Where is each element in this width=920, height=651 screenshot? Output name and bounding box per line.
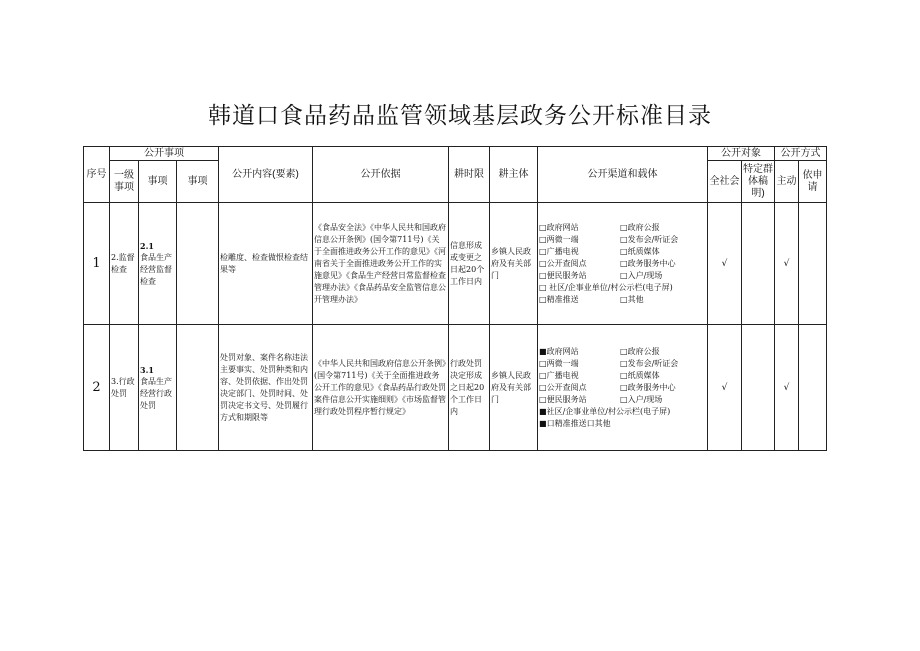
row-level2-text: 食品生产经营行政处罚 <box>140 376 172 410</box>
channel-item: ■政府网站 <box>539 346 579 356</box>
header-target-group: 公开对象 <box>708 147 775 161</box>
table-row <box>84 325 827 451</box>
channel-item: □政府网站 <box>539 222 579 232</box>
channel-item: □政府公报 <box>620 222 660 232</box>
row-level2 <box>139 325 177 451</box>
header-channel: 公开渠道和载体 <box>538 147 708 203</box>
row-level2-no: 2.1 <box>140 240 154 251</box>
table-row <box>84 203 827 325</box>
channel-item: □公开查阅点 <box>539 382 587 392</box>
channel-item: ■社区/企事业单位/村公示栏(电子屏) <box>539 406 671 416</box>
channel-item: ■口精准推送口其他 <box>539 418 611 428</box>
channel-row <box>539 406 706 418</box>
channel-item: □纸质媒体 <box>620 246 660 256</box>
header-method-group: 公开方式 <box>775 147 827 161</box>
header-level1: 一级事项 <box>110 161 139 203</box>
row-seq: 2 <box>84 325 110 451</box>
channel-item: □纸质媒体 <box>620 370 660 380</box>
row-content: 检雕度、检查做恨检查结果等 <box>219 203 313 325</box>
row-time-limit: 行政处罚决定形成之日起20个工作日内 <box>449 325 490 451</box>
row-request-check <box>799 203 827 325</box>
channel-item: □公开查阅点 <box>539 258 587 268</box>
header-level3: 事项 <box>177 161 219 203</box>
row-society-check: √ <box>708 325 742 451</box>
row-subject: 乡镇人民政府及有关部门 <box>490 203 538 325</box>
channel-item: □两微一端 <box>539 234 579 244</box>
channel-item: □广播电视 <box>539 246 579 256</box>
channel-row <box>539 258 706 270</box>
row-time-limit: 信息形成或变更之日起20个工作日内 <box>449 203 490 325</box>
channel-row <box>539 282 706 294</box>
channel-list <box>539 222 706 306</box>
channel-item: □政府公报 <box>620 346 660 356</box>
row-level2 <box>139 203 177 325</box>
disclosure-table <box>83 146 827 451</box>
row-specific-check <box>742 203 775 325</box>
channel-row <box>539 246 706 258</box>
row-level1: 3.行政处罚 <box>110 325 139 451</box>
channel-item: □两微一端 <box>539 358 579 368</box>
channel-row <box>539 382 706 394</box>
channel-item: □其他 <box>620 294 644 304</box>
channel-item: □政务服务中心 <box>620 258 676 268</box>
channel-item: □精准推送 <box>539 294 579 304</box>
header-society: 全社会 <box>708 161 742 203</box>
row-level3 <box>177 203 219 325</box>
header-subject: 耕主体 <box>490 147 538 203</box>
channel-row <box>539 234 706 246</box>
channel-item: □发布会/听证会 <box>620 358 679 368</box>
header-basis: 公开依据 <box>313 147 449 203</box>
header-level2: 事项 <box>139 161 177 203</box>
row-channels <box>538 325 708 451</box>
row-level3 <box>177 325 219 451</box>
header-seq: 序号 <box>84 147 110 203</box>
row-basis: 《中华人民共和国政府信息公开条例》(国令第711号)《关于全面推进政务公开工作的意见》《食品药品行政处罚案件信息公开实施细则》《市场监督管理行政处罚程序暂行规定》 <box>313 325 449 451</box>
header-specific: 特定群体稿明) <box>742 161 775 203</box>
page-title: 韩道口食品药品监管领域基层政务公开标准目录 <box>208 103 712 129</box>
row-level2-no: 3.1 <box>140 364 154 375</box>
row-subject: 乡镇人民政府及有关部门 <box>490 325 538 451</box>
channel-item: □ 社区/企事业单位/村公示栏(电子屏) <box>539 282 673 292</box>
row-specific-check <box>742 325 775 451</box>
channel-item: □入户/现场 <box>620 270 663 280</box>
channel-row <box>539 418 706 430</box>
channel-item: □便民服务站 <box>539 394 587 404</box>
header-items-group: 公开事项 <box>110 147 219 161</box>
channel-row <box>539 222 706 234</box>
row-active-check: √ <box>775 325 799 451</box>
header-active: 主动 <box>775 161 799 203</box>
channel-item: □发布会/听证会 <box>620 234 679 244</box>
channel-item: □入户/现场 <box>620 394 663 404</box>
row-basis: 《食品安全法》《中华人民共和国政府信息公开条例》(国令第711号)《关于全面推进政务公开工作的意见》《河南省关于全面推进政务公开工作的实施意见》《食品生产经营日常监督检查管理办法》《食品药品安全监管信息公开管理办法》 <box>313 203 449 325</box>
channel-row <box>539 270 706 282</box>
row-active-check: √ <box>775 203 799 325</box>
channel-list <box>539 346 706 430</box>
channel-item: □广播电视 <box>539 370 579 380</box>
channel-row <box>539 294 706 306</box>
channel-item: □便民服务站 <box>539 270 587 280</box>
row-channels <box>538 203 708 325</box>
row-content: 处罚对象、案件名称违法主要事实、处罚种类和内容、处罚依据、作出处罚决定部门、处罚时间、处罚决定书文号、处罚履行方式和期限等 <box>219 325 313 451</box>
channel-row <box>539 394 706 406</box>
row-level2-text: 食品生产经营监督检查 <box>140 252 172 286</box>
header-content: 公开内容(要素) <box>219 147 313 203</box>
channel-item: □政务服务中心 <box>620 382 676 392</box>
row-society-check: √ <box>708 203 742 325</box>
channel-row <box>539 346 706 358</box>
row-request-check <box>799 325 827 451</box>
channel-row <box>539 358 706 370</box>
header-time-limit: 耕时限 <box>449 147 490 203</box>
header-on-request: 依申请 <box>799 161 827 203</box>
row-level1: 2.监督检查 <box>110 203 139 325</box>
channel-row <box>539 370 706 382</box>
row-seq: 1 <box>84 203 110 325</box>
